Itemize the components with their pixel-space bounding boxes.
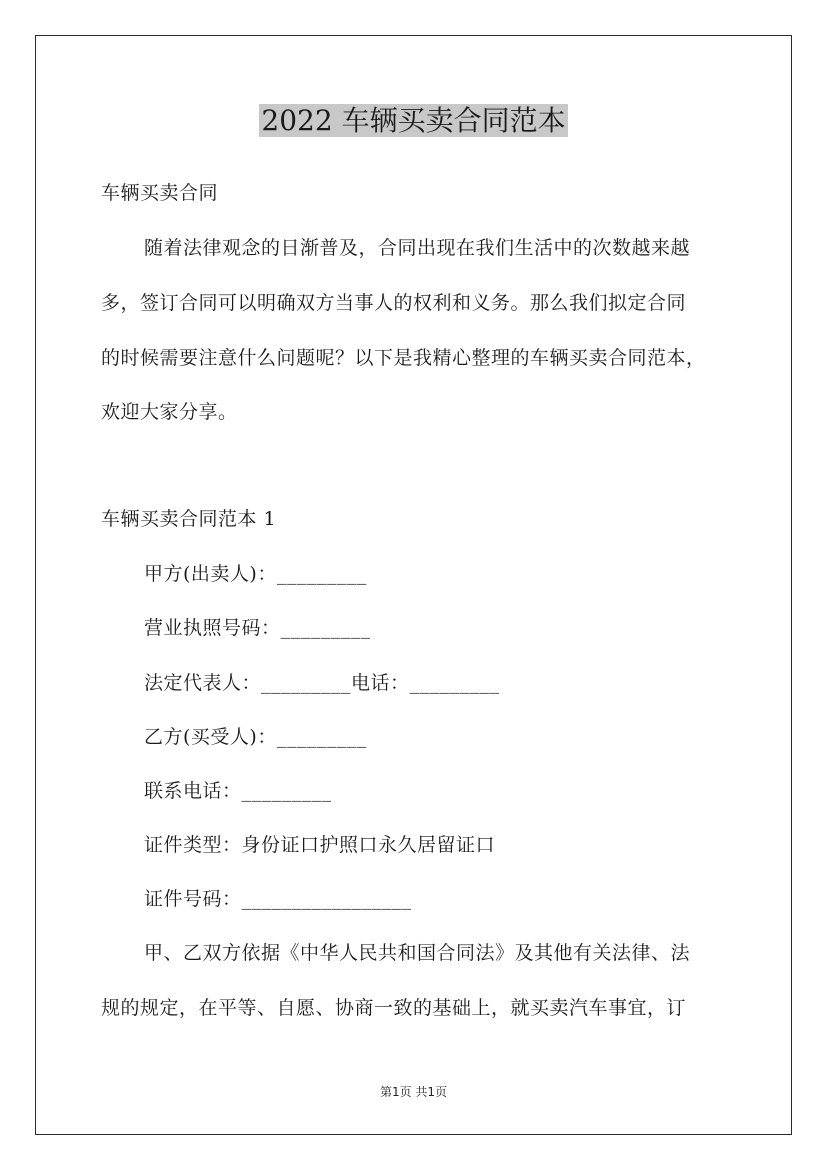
intro-line-3: 的时候需要注意什么问题呢？以下是我精心整理的车辆买卖合同范本， xyxy=(101,347,706,369)
document-title-text: 2022 车辆买卖合同范本 xyxy=(261,104,566,137)
field-id-type: 证件类型：身份证口护照口永久居留证口 xyxy=(144,834,496,856)
page-footer: 第1页 共1页 xyxy=(379,1085,448,1099)
field-legal-representative: 法定代表人：_________电话：_________ xyxy=(144,672,500,694)
field-seller: 甲方(出卖人)：_________ xyxy=(144,563,367,585)
section-heading-template-1: 车辆买卖合同范本 1 xyxy=(101,508,277,530)
field-buyer: 乙方(买受人)：_________ xyxy=(144,726,367,748)
document-title xyxy=(0,101,827,141)
section-heading-contract: 车辆买卖合同 xyxy=(101,182,219,204)
field-business-license: 营业执照号码：_________ xyxy=(144,617,371,639)
intro-line-2: 多，签订合同可以明确双方当事人的权利和义务。那么我们拟定合同 xyxy=(101,292,687,314)
closing-line-2: 规的规定，在平等、自愿、协商一致的基础上，就买卖汽车事宜，订 xyxy=(101,997,687,1019)
field-id-number: 证件号码：_________________ xyxy=(144,888,412,910)
field-contact-phone: 联系电话：_________ xyxy=(144,780,332,802)
intro-line-4: 欢迎大家分享。 xyxy=(101,401,238,423)
intro-line-1: 随着法律观念的日渐普及，合同出现在我们生活中的次数越来越 xyxy=(144,237,691,259)
closing-line-1: 甲、乙双方依据《中华人民共和国合同法》及其他有关法律、法 xyxy=(144,942,691,964)
